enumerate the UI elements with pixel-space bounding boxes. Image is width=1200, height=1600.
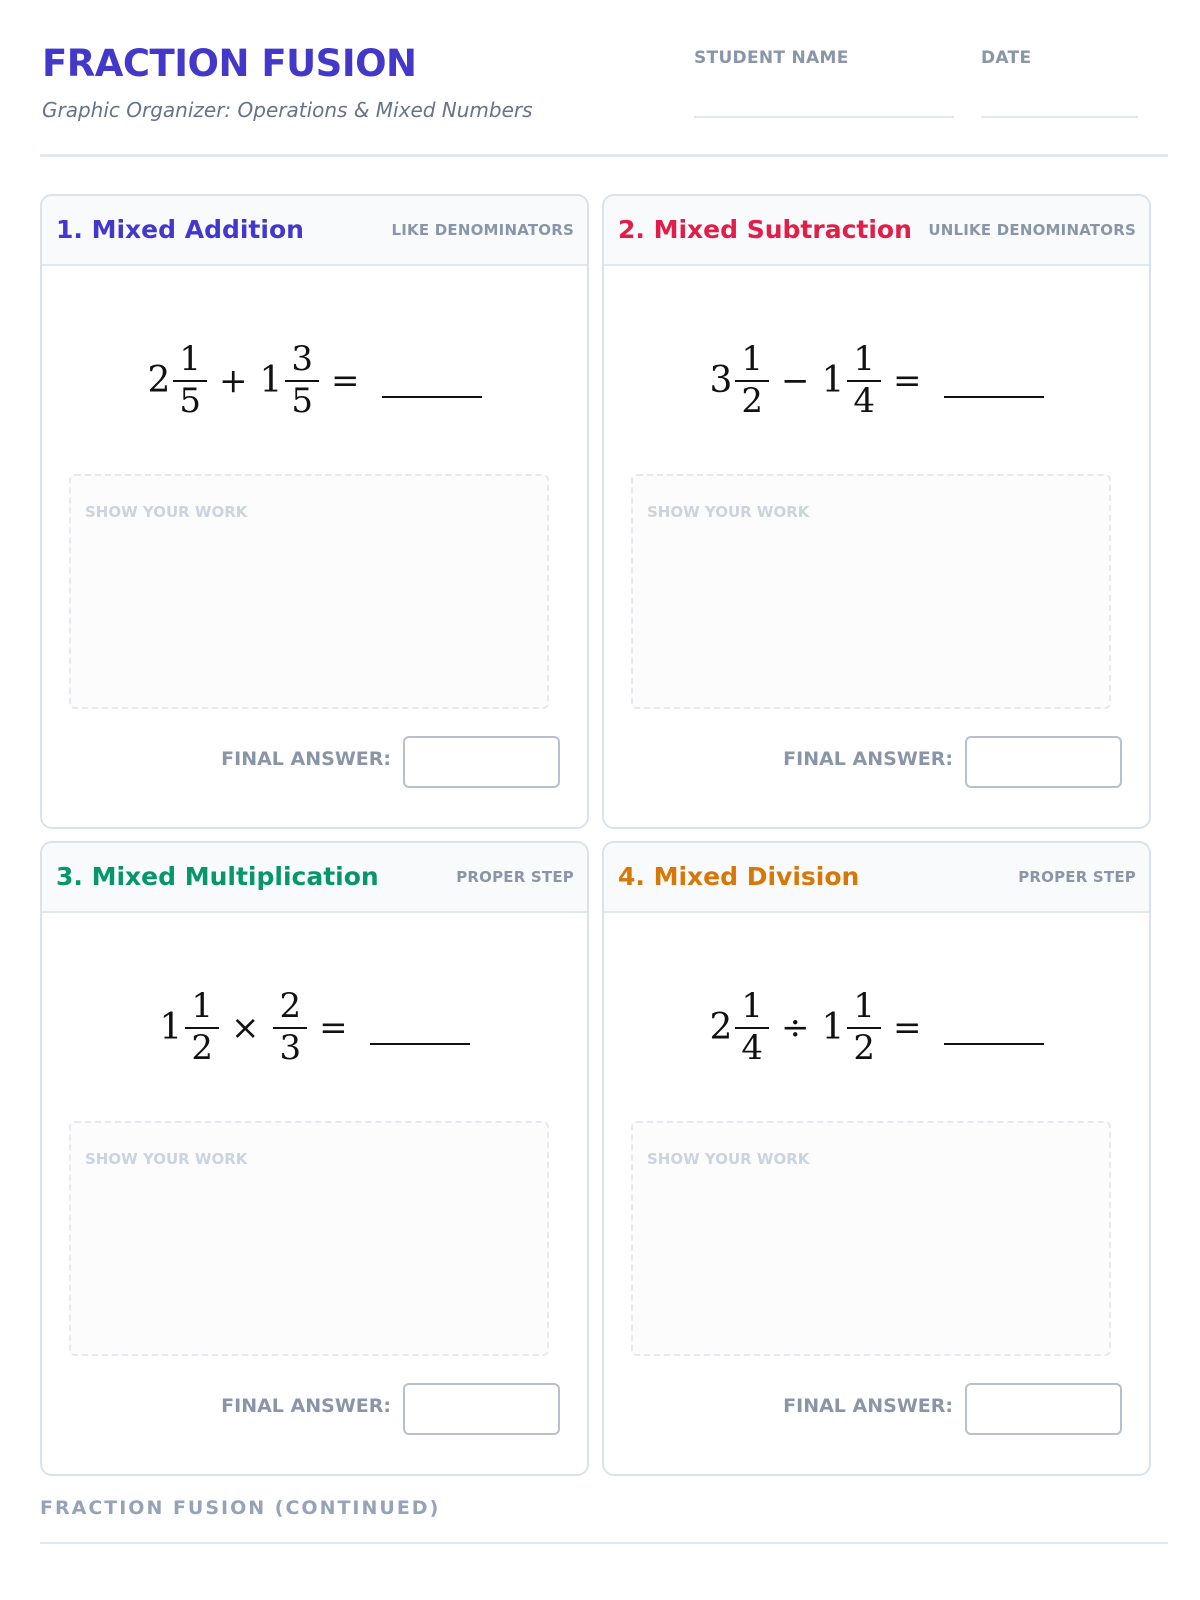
equals-sign: = [893, 361, 922, 401]
fraction [735, 339, 769, 421]
footer-divider [40, 1542, 1168, 1544]
work-area-label: SHOW YOUR WORK [85, 1150, 248, 1168]
fraction [847, 339, 881, 421]
whole-number: 1 [259, 360, 283, 401]
work-area-label: SHOW YOUR WORK [647, 503, 810, 521]
problem-card-multiplication [40, 841, 589, 1476]
work-area[interactable] [631, 474, 1111, 709]
answer-blank[interactable] [382, 396, 482, 398]
denominator: 5 [291, 381, 314, 421]
fraction [285, 339, 319, 421]
work-area[interactable] [631, 1121, 1111, 1356]
work-area-label: SHOW YOUR WORK [647, 1150, 810, 1168]
final-answer-box[interactable] [403, 1383, 560, 1435]
page-subtitle: Graphic Organizer: Operations & Mixed Numbers [42, 98, 533, 122]
whole-number: 1 [821, 360, 845, 401]
card-header [604, 196, 1149, 266]
problem-card-addition [40, 194, 589, 829]
student-name-label: STUDENT NAME [694, 48, 849, 68]
answer-blank[interactable] [370, 1043, 470, 1045]
fraction [173, 339, 207, 421]
operand-a [147, 339, 207, 421]
student-name-line[interactable] [694, 116, 954, 118]
final-answer-label: FINAL ANSWER: [783, 748, 953, 770]
fraction [847, 986, 881, 1068]
denominator: 4 [853, 381, 876, 421]
card-title: 2. Mixed Subtraction [618, 215, 912, 244]
numerator: 1 [191, 986, 213, 1027]
numerator: 1 [179, 339, 201, 380]
final-answer-box[interactable] [403, 736, 560, 788]
equals-sign: = [319, 1008, 348, 1048]
problem-expression [604, 973, 1149, 1083]
denominator: 2 [191, 1028, 213, 1068]
whole-number: 1 [159, 1007, 183, 1048]
operand-a [159, 986, 219, 1068]
numerator: 1 [741, 339, 763, 380]
whole-number: 2 [147, 360, 171, 401]
date-label: DATE [981, 48, 1032, 68]
operator: × [230, 1008, 260, 1048]
card-tag: PROPER STEP [1018, 868, 1136, 886]
denominator: 5 [179, 381, 201, 421]
page-title: FRACTION FUSION [42, 42, 417, 85]
operand-a [709, 986, 769, 1068]
header-divider [40, 154, 1168, 157]
date-line[interactable] [981, 116, 1138, 118]
student-name-field [694, 48, 849, 68]
card-header [42, 843, 587, 913]
answer-blank[interactable] [944, 1043, 1044, 1045]
operand-b [821, 339, 882, 421]
denominator: 2 [853, 1028, 876, 1068]
fraction [273, 986, 307, 1068]
whole-number: 2 [709, 1007, 733, 1048]
operand-b [821, 986, 882, 1068]
problem-card-division [602, 841, 1151, 1476]
work-area[interactable] [69, 474, 549, 709]
final-answer-label: FINAL ANSWER: [221, 1395, 391, 1417]
card-header [604, 843, 1149, 913]
final-answer-box[interactable] [965, 736, 1122, 788]
date-field [981, 48, 1031, 68]
operand-b [271, 986, 307, 1068]
card-tag: LIKE DENOMINATORS [391, 221, 574, 239]
numerator: 1 [853, 339, 876, 380]
problem-expression [42, 973, 587, 1083]
fraction [735, 986, 769, 1068]
card-title: 4. Mixed Division [618, 862, 860, 891]
fraction [185, 986, 219, 1068]
operand-a [709, 339, 769, 421]
problem-card-subtraction [602, 194, 1151, 829]
final-answer-label: FINAL ANSWER: [783, 1395, 953, 1417]
final-answer-box[interactable] [965, 1383, 1122, 1435]
numerator: 1 [853, 986, 876, 1027]
operator: − [781, 361, 810, 401]
problem-expression [42, 326, 587, 436]
final-answer-label: FINAL ANSWER: [221, 748, 391, 770]
denominator: 2 [741, 381, 763, 421]
operator: + [219, 361, 248, 401]
whole-number: 3 [709, 360, 733, 401]
card-tag: UNLIKE DENOMINATORS [928, 221, 1136, 239]
equals-sign: = [331, 361, 360, 401]
work-area-label: SHOW YOUR WORK [85, 503, 248, 521]
numerator: 2 [279, 986, 302, 1027]
answer-blank[interactable] [944, 396, 1044, 398]
whole-number: 1 [821, 1007, 845, 1048]
card-header [42, 196, 587, 266]
work-area[interactable] [69, 1121, 549, 1356]
card-tag: PROPER STEP [456, 868, 574, 886]
numerator: 1 [741, 986, 763, 1027]
denominator: 3 [279, 1028, 302, 1068]
operand-b [259, 339, 320, 421]
operator: ÷ [781, 1008, 810, 1048]
denominator: 4 [741, 1028, 763, 1068]
card-title: 3. Mixed Multiplication [56, 862, 379, 891]
equals-sign: = [893, 1008, 922, 1048]
numerator: 3 [291, 339, 314, 380]
footer-label: FRACTION FUSION (CONTINUED) [40, 1497, 441, 1519]
card-title: 1. Mixed Addition [56, 215, 304, 244]
problem-expression [604, 326, 1149, 436]
